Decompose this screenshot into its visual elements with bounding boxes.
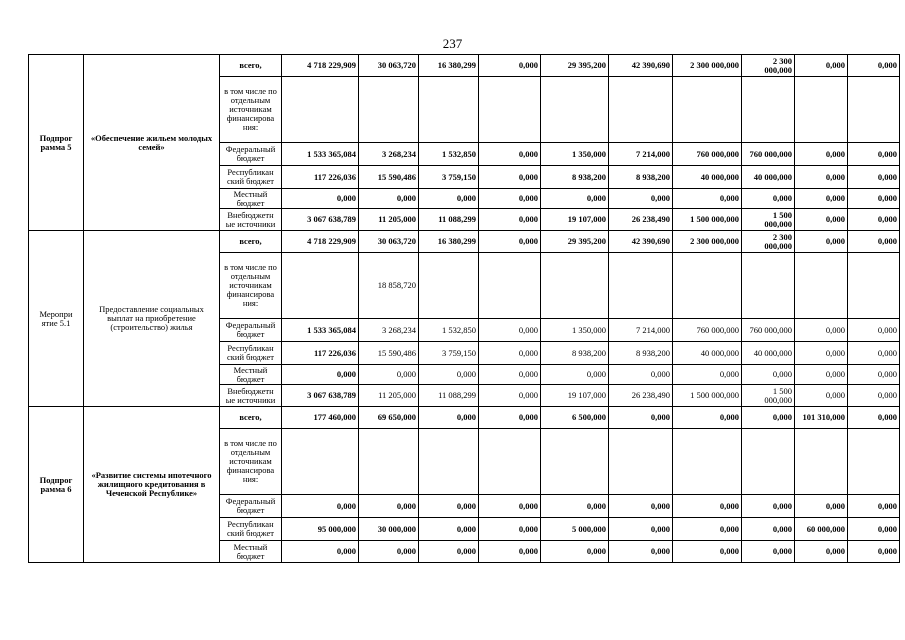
value-cell bbox=[795, 429, 848, 495]
value-cell bbox=[282, 253, 359, 319]
value-cell: 1 533 365,084 bbox=[282, 319, 359, 342]
value-cell: 0,000 bbox=[742, 541, 795, 563]
value-cell: 760 000,000 bbox=[673, 319, 742, 342]
value-cell: 0,000 bbox=[479, 189, 541, 209]
value-cell: 0,000 bbox=[848, 166, 900, 189]
row-label: всего, bbox=[220, 55, 282, 77]
value-cell: 0,000 bbox=[742, 189, 795, 209]
value-cell bbox=[742, 77, 795, 143]
row-label: Внебюджетн ые источники bbox=[220, 385, 282, 407]
value-cell: 0,000 bbox=[479, 143, 541, 166]
value-cell: 3 759,150 bbox=[419, 166, 479, 189]
value-cell: 3 268,234 bbox=[359, 319, 419, 342]
value-cell: 0,000 bbox=[848, 365, 900, 385]
value-cell bbox=[541, 429, 609, 495]
value-cell: 1 500 000,000 bbox=[742, 209, 795, 231]
row-label: Внебюджетн ые источники bbox=[220, 209, 282, 231]
value-cell: 1 350,000 bbox=[541, 143, 609, 166]
value-cell: 0,000 bbox=[795, 385, 848, 407]
value-cell bbox=[479, 429, 541, 495]
value-cell bbox=[673, 253, 742, 319]
value-cell: 0,000 bbox=[795, 143, 848, 166]
value-cell: 40 000,000 bbox=[673, 166, 742, 189]
value-cell: 0,000 bbox=[479, 365, 541, 385]
value-cell: 40 000,000 bbox=[742, 342, 795, 365]
value-cell: 19 107,000 bbox=[541, 385, 609, 407]
table-row bbox=[29, 407, 900, 429]
value-cell: 11 088,299 bbox=[419, 209, 479, 231]
value-cell: 0,000 bbox=[609, 189, 673, 209]
row-label: Местный бюджет bbox=[220, 541, 282, 563]
value-cell: 16 380,299 bbox=[419, 55, 479, 77]
value-cell: 1 532,850 bbox=[419, 319, 479, 342]
value-cell: 0,000 bbox=[479, 518, 541, 541]
value-cell bbox=[848, 77, 900, 143]
value-cell: 1 500 000,000 bbox=[742, 385, 795, 407]
value-cell bbox=[848, 253, 900, 319]
value-cell: 15 590,486 bbox=[359, 166, 419, 189]
row-label: в том числе по отдельным источникам финансирова ния: bbox=[220, 429, 282, 495]
value-cell: 0,000 bbox=[848, 209, 900, 231]
program-code: Подпрог рамма 5 bbox=[29, 55, 84, 231]
value-cell: 8 938,200 bbox=[541, 342, 609, 365]
value-cell bbox=[795, 77, 848, 143]
value-cell: 0,000 bbox=[795, 365, 848, 385]
row-label: Местный бюджет bbox=[220, 189, 282, 209]
value-cell: 0,000 bbox=[673, 365, 742, 385]
row-label: в том числе по отдельным источникам финансирова ния: bbox=[220, 253, 282, 319]
value-cell: 26 238,490 bbox=[609, 209, 673, 231]
value-cell: 8 938,200 bbox=[609, 342, 673, 365]
value-cell: 29 395,200 bbox=[541, 231, 609, 253]
value-cell: 0,000 bbox=[848, 319, 900, 342]
value-cell: 69 650,000 bbox=[359, 407, 419, 429]
value-cell bbox=[673, 429, 742, 495]
value-cell: 30 000,000 bbox=[359, 518, 419, 541]
value-cell: 7 214,000 bbox=[609, 143, 673, 166]
value-cell: 760 000,000 bbox=[742, 143, 795, 166]
value-cell bbox=[479, 253, 541, 319]
value-cell: 0,000 bbox=[541, 189, 609, 209]
row-label: Федеральный бюджет bbox=[220, 319, 282, 342]
value-cell: 2 300 000,000 bbox=[673, 55, 742, 77]
value-cell: 0,000 bbox=[848, 143, 900, 166]
value-cell: 0,000 bbox=[479, 342, 541, 365]
value-cell: 2 300 000,000 bbox=[742, 231, 795, 253]
value-cell: 0,000 bbox=[419, 495, 479, 518]
value-cell: 0,000 bbox=[848, 541, 900, 563]
value-cell: 0,000 bbox=[419, 541, 479, 563]
value-cell: 4 718 229,909 bbox=[282, 231, 359, 253]
value-cell: 8 938,200 bbox=[541, 166, 609, 189]
value-cell: 0,000 bbox=[479, 495, 541, 518]
value-cell: 117 226,036 bbox=[282, 166, 359, 189]
value-cell: 0,000 bbox=[742, 365, 795, 385]
value-cell: 0,000 bbox=[479, 209, 541, 231]
value-cell: 0,000 bbox=[479, 385, 541, 407]
value-cell: 8 938,200 bbox=[609, 166, 673, 189]
value-cell: 0,000 bbox=[359, 365, 419, 385]
row-label: Республикан ский бюджет bbox=[220, 166, 282, 189]
value-cell: 29 395,200 bbox=[541, 55, 609, 77]
value-cell: 0,000 bbox=[795, 166, 848, 189]
value-cell bbox=[673, 77, 742, 143]
value-cell: 177 460,000 bbox=[282, 407, 359, 429]
value-cell: 0,000 bbox=[609, 495, 673, 518]
value-cell bbox=[609, 253, 673, 319]
value-cell: 30 063,720 bbox=[359, 55, 419, 77]
value-cell: 11 205,000 bbox=[359, 385, 419, 407]
value-cell: 0,000 bbox=[419, 365, 479, 385]
row-label: Федеральный бюджет bbox=[220, 495, 282, 518]
value-cell: 2 300 000,000 bbox=[742, 55, 795, 77]
value-cell bbox=[282, 77, 359, 143]
value-cell bbox=[795, 253, 848, 319]
value-cell bbox=[419, 77, 479, 143]
value-cell: 0,000 bbox=[479, 541, 541, 563]
value-cell: 0,000 bbox=[479, 319, 541, 342]
value-cell: 11 088,299 bbox=[419, 385, 479, 407]
value-cell: 0,000 bbox=[848, 189, 900, 209]
value-cell: 0,000 bbox=[609, 518, 673, 541]
value-cell: 0,000 bbox=[359, 541, 419, 563]
value-cell: 3 067 638,789 bbox=[282, 209, 359, 231]
value-cell bbox=[742, 253, 795, 319]
table-row bbox=[29, 55, 900, 77]
value-cell bbox=[609, 77, 673, 143]
value-cell: 0,000 bbox=[673, 541, 742, 563]
row-label: Федеральный бюджет bbox=[220, 143, 282, 166]
value-cell: 0,000 bbox=[419, 518, 479, 541]
value-cell: 0,000 bbox=[609, 365, 673, 385]
value-cell: 0,000 bbox=[479, 407, 541, 429]
value-cell bbox=[359, 77, 419, 143]
program-title: «Развитие системы ипотечного жилищного кредитования в Чеченской Республике» bbox=[84, 407, 220, 563]
page-number: 237 bbox=[442, 36, 463, 51]
value-cell: 1 500 000,000 bbox=[673, 385, 742, 407]
value-cell: 16 380,299 bbox=[419, 231, 479, 253]
row-label: в том числе по отдельным источникам финансирова ния: bbox=[220, 77, 282, 143]
value-cell: 0,000 bbox=[609, 407, 673, 429]
program-code: Подпрог рамма 6 bbox=[29, 407, 84, 563]
program-title: Предоставление социальных выплат на приобретение (строительство) жилья bbox=[84, 231, 220, 407]
value-cell: 0,000 bbox=[795, 319, 848, 342]
program-title: «Обеспечение жильем молодых семей» bbox=[84, 55, 220, 231]
value-cell: 0,000 bbox=[419, 407, 479, 429]
value-cell: 0,000 bbox=[795, 209, 848, 231]
value-cell bbox=[479, 77, 541, 143]
value-cell: 19 107,000 bbox=[541, 209, 609, 231]
value-cell bbox=[848, 429, 900, 495]
value-cell: 1 532,850 bbox=[419, 143, 479, 166]
value-cell: 0,000 bbox=[673, 189, 742, 209]
value-cell: 0,000 bbox=[282, 495, 359, 518]
value-cell: 3 268,234 bbox=[359, 143, 419, 166]
value-cell: 0,000 bbox=[673, 407, 742, 429]
value-cell: 0,000 bbox=[419, 189, 479, 209]
value-cell: 0,000 bbox=[742, 495, 795, 518]
value-cell: 95 000,000 bbox=[282, 518, 359, 541]
value-cell: 18 858,720 bbox=[359, 253, 419, 319]
value-cell: 6 500,000 bbox=[541, 407, 609, 429]
value-cell: 0,000 bbox=[479, 231, 541, 253]
value-cell bbox=[419, 429, 479, 495]
value-cell: 11 205,000 bbox=[359, 209, 419, 231]
value-cell: 26 238,490 bbox=[609, 385, 673, 407]
value-cell: 760 000,000 bbox=[742, 319, 795, 342]
value-cell: 2 300 000,000 bbox=[673, 231, 742, 253]
value-cell: 42 390,690 bbox=[609, 55, 673, 77]
value-cell: 0,000 bbox=[795, 342, 848, 365]
value-cell: 0,000 bbox=[795, 495, 848, 518]
value-cell: 40 000,000 bbox=[742, 166, 795, 189]
value-cell: 5 000,000 bbox=[541, 518, 609, 541]
value-cell: 0,000 bbox=[795, 231, 848, 253]
table-row bbox=[29, 231, 900, 253]
value-cell: 0,000 bbox=[742, 407, 795, 429]
value-cell: 0,000 bbox=[795, 189, 848, 209]
value-cell: 0,000 bbox=[282, 365, 359, 385]
value-cell: 0,000 bbox=[795, 55, 848, 77]
value-cell: 0,000 bbox=[541, 365, 609, 385]
value-cell: 0,000 bbox=[359, 495, 419, 518]
value-cell: 0,000 bbox=[742, 518, 795, 541]
value-cell: 0,000 bbox=[609, 541, 673, 563]
row-label: всего, bbox=[220, 231, 282, 253]
value-cell: 0,000 bbox=[848, 55, 900, 77]
value-cell: 3 759,150 bbox=[419, 342, 479, 365]
value-cell: 0,000 bbox=[673, 495, 742, 518]
value-cell: 0,000 bbox=[479, 166, 541, 189]
value-cell: 0,000 bbox=[541, 541, 609, 563]
value-cell: 0,000 bbox=[848, 342, 900, 365]
value-cell: 1 500 000,000 bbox=[673, 209, 742, 231]
value-cell: 0,000 bbox=[848, 518, 900, 541]
value-cell bbox=[541, 77, 609, 143]
value-cell: 60 000,000 bbox=[795, 518, 848, 541]
value-cell bbox=[419, 253, 479, 319]
value-cell: 0,000 bbox=[541, 495, 609, 518]
value-cell bbox=[609, 429, 673, 495]
value-cell: 0,000 bbox=[673, 518, 742, 541]
value-cell: 760 000,000 bbox=[673, 143, 742, 166]
budget-table bbox=[28, 54, 900, 563]
value-cell bbox=[541, 253, 609, 319]
value-cell: 1 533 365,084 bbox=[282, 143, 359, 166]
value-cell: 40 000,000 bbox=[673, 342, 742, 365]
row-label: Местный бюджет bbox=[220, 365, 282, 385]
value-cell: 0,000 bbox=[795, 541, 848, 563]
value-cell: 117 226,036 bbox=[282, 342, 359, 365]
value-cell bbox=[359, 429, 419, 495]
value-cell: 7 214,000 bbox=[609, 319, 673, 342]
value-cell: 3 067 638,789 bbox=[282, 385, 359, 407]
value-cell: 1 350,000 bbox=[541, 319, 609, 342]
value-cell: 0,000 bbox=[848, 495, 900, 518]
value-cell: 0,000 bbox=[848, 407, 900, 429]
value-cell: 15 590,486 bbox=[359, 342, 419, 365]
program-code: Меропри ятие 5.1 bbox=[29, 231, 84, 407]
value-cell bbox=[282, 429, 359, 495]
value-cell bbox=[742, 429, 795, 495]
row-label: Республикан ский бюджет bbox=[220, 518, 282, 541]
value-cell: 0,000 bbox=[848, 385, 900, 407]
value-cell: 0,000 bbox=[479, 55, 541, 77]
value-cell: 101 310,000 bbox=[795, 407, 848, 429]
value-cell: 42 390,690 bbox=[609, 231, 673, 253]
value-cell: 0,000 bbox=[359, 189, 419, 209]
value-cell: 0,000 bbox=[282, 541, 359, 563]
value-cell: 0,000 bbox=[848, 231, 900, 253]
value-cell: 4 718 229,909 bbox=[282, 55, 359, 77]
row-label: всего, bbox=[220, 407, 282, 429]
value-cell: 0,000 bbox=[282, 189, 359, 209]
value-cell: 30 063,720 bbox=[359, 231, 419, 253]
row-label: Республикан ский бюджет bbox=[220, 342, 282, 365]
